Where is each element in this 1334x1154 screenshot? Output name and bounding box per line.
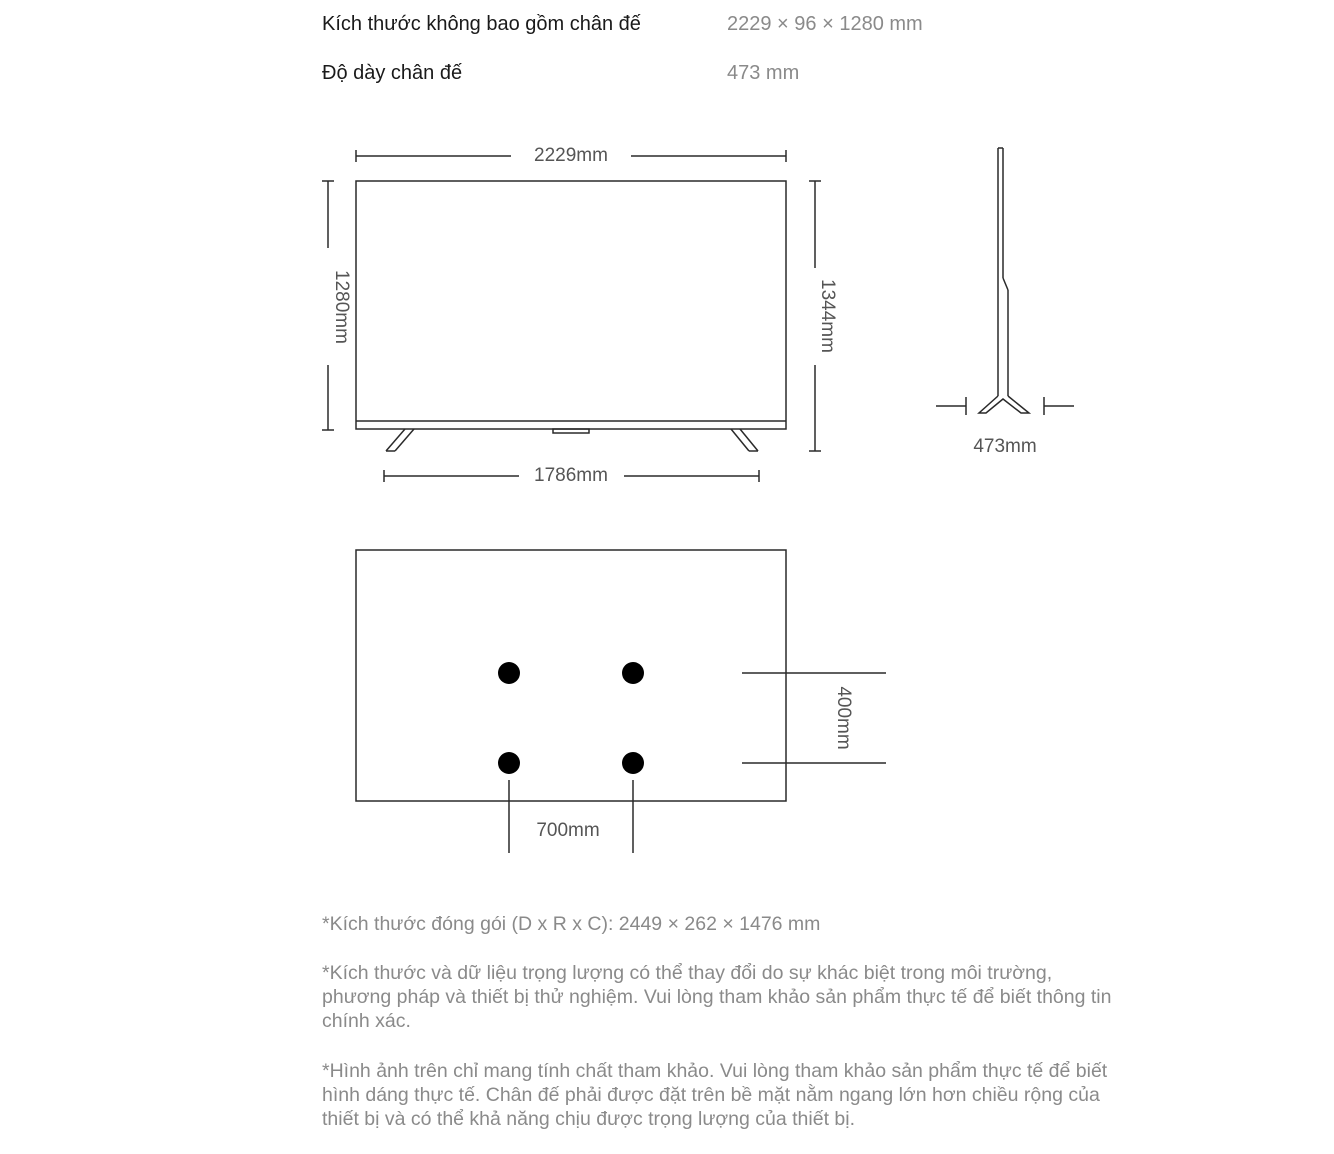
width-label: 2229mm: [534, 145, 608, 166]
screen-height-label: 1280mm: [331, 270, 352, 344]
vesa-hole: [498, 752, 520, 774]
spec-value: 473 mm: [727, 62, 800, 84]
spec-label: Kích thước không bao gồm chân đế: [322, 13, 641, 35]
stand-depth-label: 473mm: [973, 436, 1037, 457]
note-dimensions-disclaimer: *Kích thước và dữ liệu trọng lượng có thể thay đổi do sự khác biệt trong môi trường, phương pháp và thiết bị thử nghiệm. Vui lòng tham khảo sản phẩm thực tế để biết thông tin chính xác.: [322, 962, 1112, 1032]
vesa-mount-holes: [498, 662, 644, 774]
vesa-vertical-dimension-line: [742, 673, 886, 763]
tv-front-body: [356, 181, 786, 429]
vesa-horizontal-dimension-line: [509, 780, 633, 853]
vesa-horizontal-label: 700mm: [536, 820, 600, 841]
vesa-vertical-label: 400mm: [833, 686, 854, 750]
vesa-hole: [498, 662, 520, 684]
tv-logo-bar: [553, 429, 589, 433]
total-height-label: 1344mm: [817, 279, 838, 353]
note-packaging: *Kích thước đóng gói (D x R x C): 2449 × 262 × 1476 mm: [322, 913, 821, 935]
vesa-hole: [622, 752, 644, 774]
tv-back-panel: [356, 550, 786, 801]
note-image-disclaimer: *Hình ảnh trên chỉ mang tính chất tham khảo. Vui lòng tham khảo sản phẩm thực tế để biết hình dáng thực tế. Chân đế phải được đặt trên bề mặt nằm ngang lớn hơn chiều rộng của thiết bị và có thể khả năng chịu được trọng lượng của thiết bị.: [322, 1060, 1108, 1130]
spec-value: 2229 × 96 × 1280 mm: [727, 13, 923, 35]
stand-span-label: 1786mm: [534, 465, 608, 486]
vesa-hole: [622, 662, 644, 684]
tv-side-view: [979, 148, 1029, 413]
spec-label: Độ dày chân đế: [322, 62, 463, 84]
